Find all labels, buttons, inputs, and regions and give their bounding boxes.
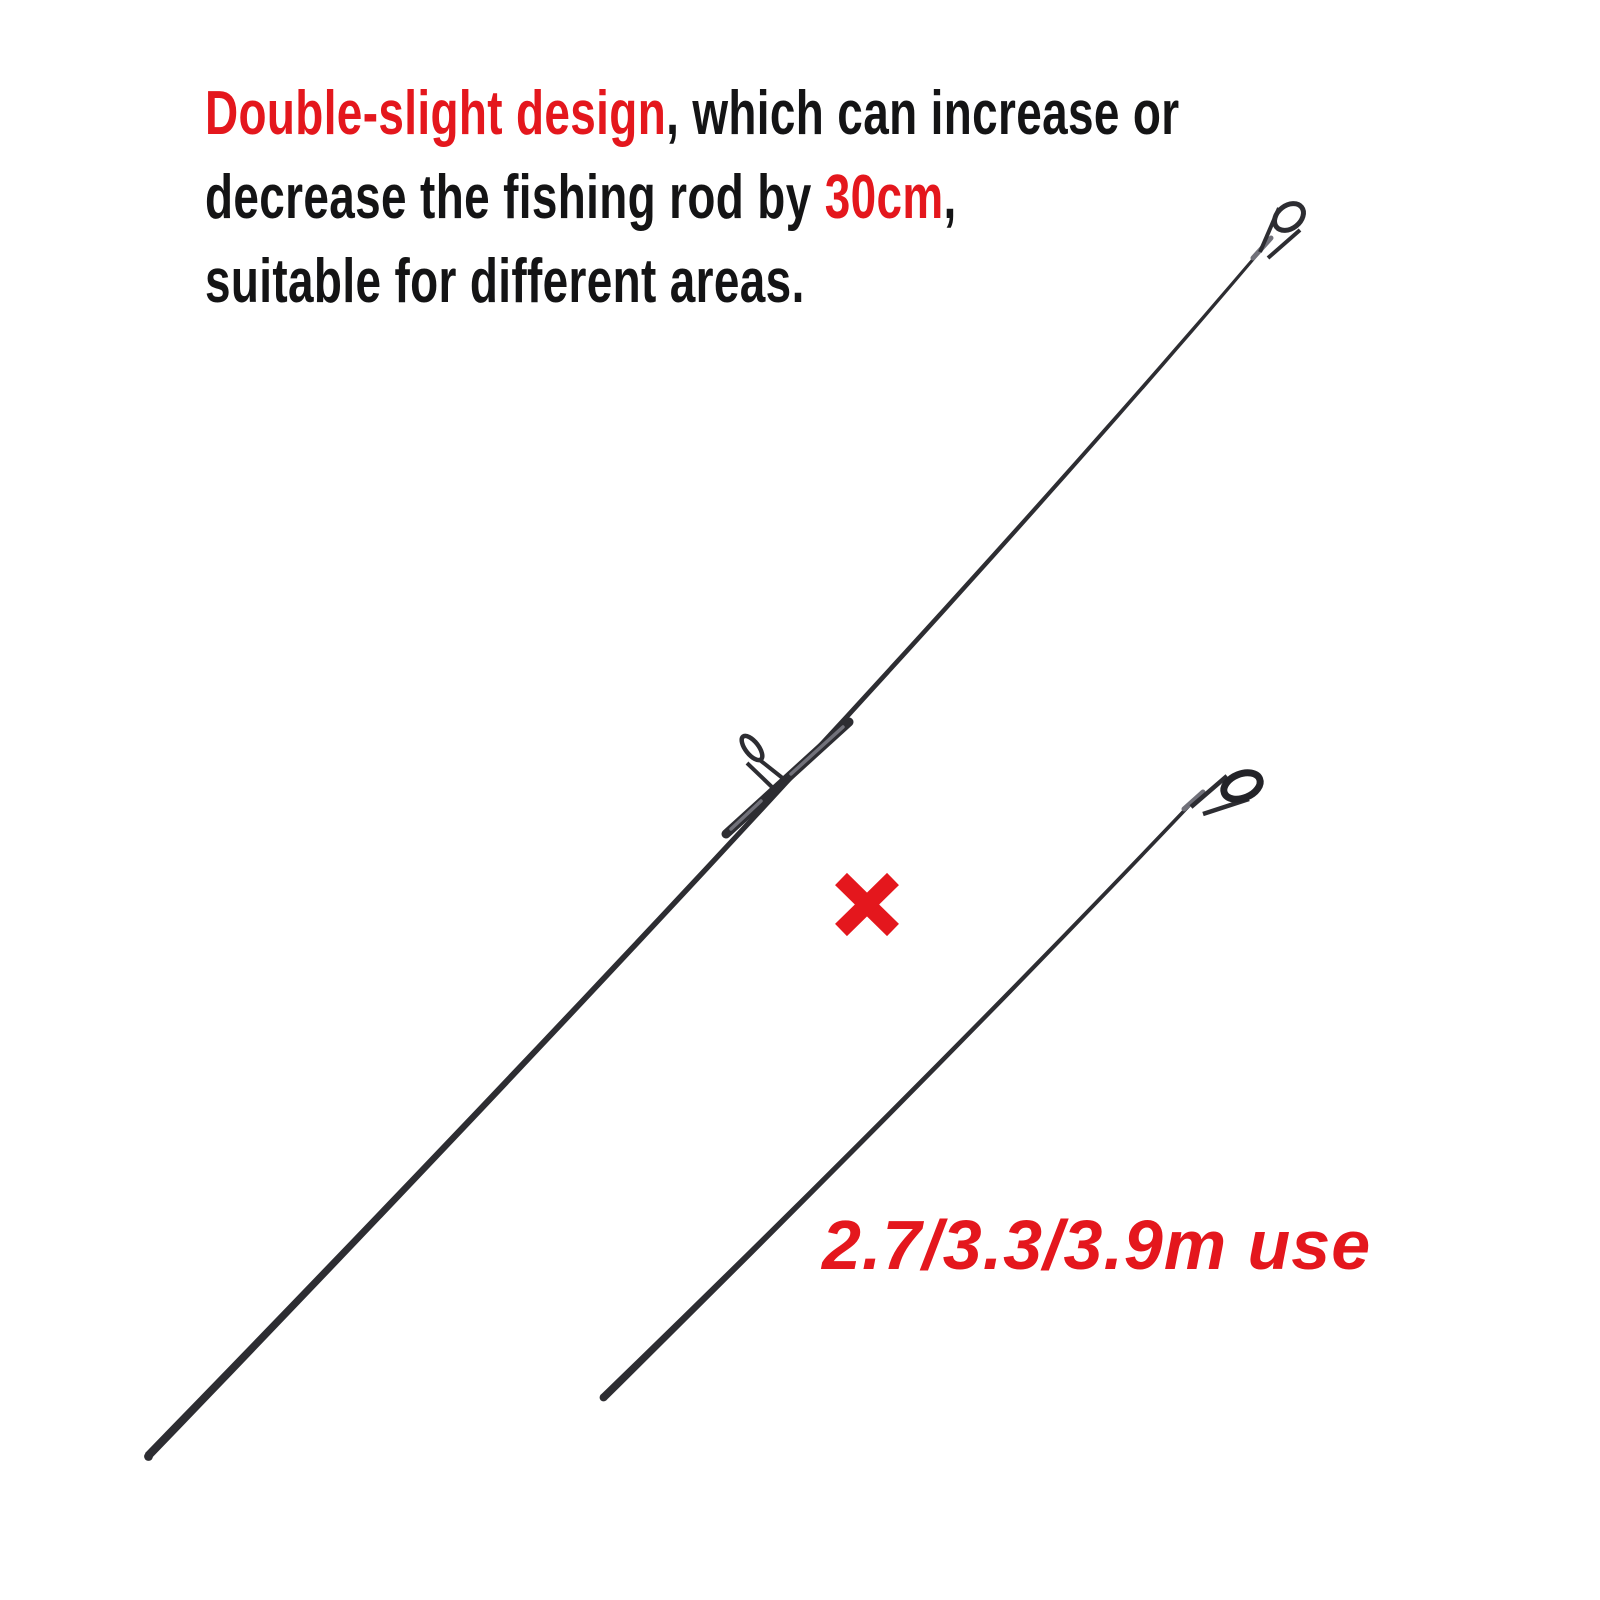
- headline-red-phrase: Double-slight design: [205, 79, 667, 148]
- mid-guide-wrap-highlight-upper: [791, 727, 843, 774]
- headline-line2-post: ,: [943, 163, 957, 232]
- long-rod-mid-guide: [726, 722, 849, 834]
- short-rod-tip-guide: [1184, 768, 1264, 814]
- headline-line3-text: suitable for different areas.: [205, 247, 805, 316]
- short-tip-ring: [1220, 768, 1264, 804]
- long-tip-leg-right: [1268, 230, 1300, 258]
- size-caption-text: 2.7/3.3/3.9m use: [822, 1206, 1372, 1284]
- headline-red-value: 30cm: [824, 163, 944, 232]
- long-rod-tip-guide: [1253, 198, 1309, 258]
- long-rod-butt-end: [144, 1452, 153, 1461]
- mid-guide-ring: [738, 733, 766, 764]
- short-rod: [600, 768, 1265, 1402]
- short-rod-butt-end: [600, 1394, 608, 1402]
- size-caption: [822, 1205, 1371, 1285]
- multiply-x-icon: [841, 879, 893, 930]
- headline-line2-pre: decrease the fishing rod by: [205, 163, 825, 232]
- long-tip-ring: [1269, 198, 1308, 236]
- headline-line1-rest: , which can increase or: [666, 79, 1180, 148]
